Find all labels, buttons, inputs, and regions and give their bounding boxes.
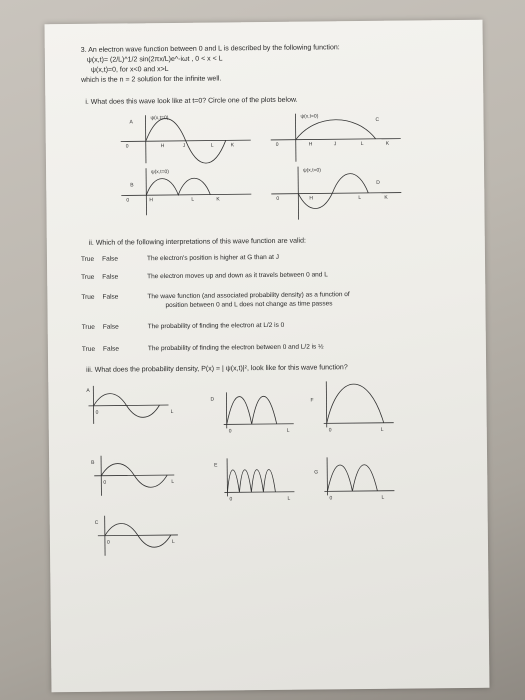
wave-function-equation: ψ(x,t)= (2/L)^1/2 sin(2πx/L)e^-iωt , 0 < x < L: [86, 55, 223, 64]
svg-text:K: K: [384, 194, 388, 201]
density-plot-d-label: D: [210, 396, 215, 403]
plot-a-label: A: [129, 119, 133, 126]
svg-text:L: L: [360, 140, 364, 148]
true-option[interactable]: True: [80, 255, 95, 263]
false-option[interactable]: False: [103, 345, 119, 353]
svg-text:0: 0: [275, 141, 279, 148]
svg-text:L: L: [170, 408, 174, 416]
svg-text:0: 0: [229, 496, 233, 503]
svg-text:0: 0: [95, 409, 99, 416]
plot-b-label: B: [130, 182, 134, 189]
svg-text:L: L: [381, 494, 385, 501]
svg-text:J: J: [182, 142, 186, 149]
svg-text:0: 0: [125, 143, 129, 150]
density-plot-a-label: A: [86, 387, 90, 394]
svg-text:L: L: [358, 195, 362, 202]
boundary-condition: ψ(x,t)=0, for x<0 and x>L: [90, 66, 169, 74]
svg-text:K: K: [230, 142, 235, 149]
statement-5: The probability of finding the electron between 0 and L/2 is ½: [147, 343, 324, 353]
svg-text:0: 0: [126, 197, 130, 204]
density-plot-f-label: F: [310, 397, 314, 404]
svg-text:0: 0: [103, 479, 107, 486]
svg-text:L: L: [210, 142, 214, 149]
statement-2: The electron moves up and down as it travels between 0 and L: [147, 271, 328, 281]
svg-text:L: L: [171, 478, 175, 486]
svg-text:L: L: [380, 426, 384, 433]
svg-text:0: 0: [228, 428, 232, 435]
true-option[interactable]: True: [81, 323, 95, 331]
part-i-question: i. What does this wave look like at t=0? Circle one of the plots below.: [85, 96, 298, 106]
part-iii-plots: [45, 20, 490, 693]
part-ii-question: ii. Which of the following interpretations of this wave function are valid:: [88, 237, 306, 247]
svg-text:ψ(x,t=0): ψ(x,t=0): [151, 169, 169, 176]
svg-text:L: L: [287, 495, 291, 502]
svg-text:L: L: [171, 538, 175, 546]
svg-text:K: K: [385, 140, 390, 147]
solution-note: which is the n = 2 solution for the infinite well.: [81, 75, 222, 84]
false-option[interactable]: False: [102, 273, 119, 281]
true-option[interactable]: True: [81, 273, 95, 281]
svg-text:0: 0: [276, 195, 280, 202]
svg-text:ψ(x,t=0): ψ(x,t=0): [150, 115, 169, 122]
density-plot-b-label: B: [91, 459, 95, 466]
density-plot-g-label: G: [314, 469, 319, 476]
part-iii-question: iii. What does the probability density, P(x) = | ψ(x,t)|², look like for this wave function?: [86, 364, 348, 374]
svg-text:H: H: [308, 141, 313, 148]
plot-d-label: D: [376, 179, 380, 186]
svg-text:L: L: [286, 427, 290, 434]
svg-text:L: L: [191, 196, 195, 203]
true-option[interactable]: True: [81, 293, 95, 301]
density-plot-e-label: E: [214, 462, 218, 469]
svg-text:ψ(x,t=0): ψ(x,t=0): [300, 113, 319, 120]
false-option[interactable]: False: [102, 293, 119, 301]
false-option[interactable]: False: [102, 255, 119, 263]
density-plot-c-label: C: [94, 519, 99, 526]
svg-text:0: 0: [328, 427, 332, 434]
statement-3b: position between 0 and L does not change as time passes: [165, 300, 333, 310]
statement-3a: The wave function (and associated probability density) as a function of: [147, 291, 350, 301]
statement-1: The electron's position is higher at G than at J: [146, 253, 280, 263]
statement-4: The probability of finding the electron at L/2 is 0: [147, 321, 285, 331]
svg-text:K: K: [216, 196, 220, 203]
svg-text:J: J: [333, 141, 337, 148]
svg-text:H: H: [149, 197, 154, 204]
svg-text:0: 0: [329, 495, 333, 502]
svg-text:ψ(x,t=0): ψ(x,t=0): [303, 167, 321, 174]
svg-text:0: 0: [106, 539, 110, 546]
problem-header: 3. An electron wave function between 0 and L is described by the following function:: [80, 44, 340, 54]
svg-text:H: H: [160, 143, 165, 150]
svg-text:H: H: [309, 195, 314, 202]
plot-c-label: C: [375, 116, 380, 123]
true-option[interactable]: True: [81, 345, 96, 353]
worksheet-page: [45, 20, 490, 693]
false-option[interactable]: False: [102, 323, 119, 331]
